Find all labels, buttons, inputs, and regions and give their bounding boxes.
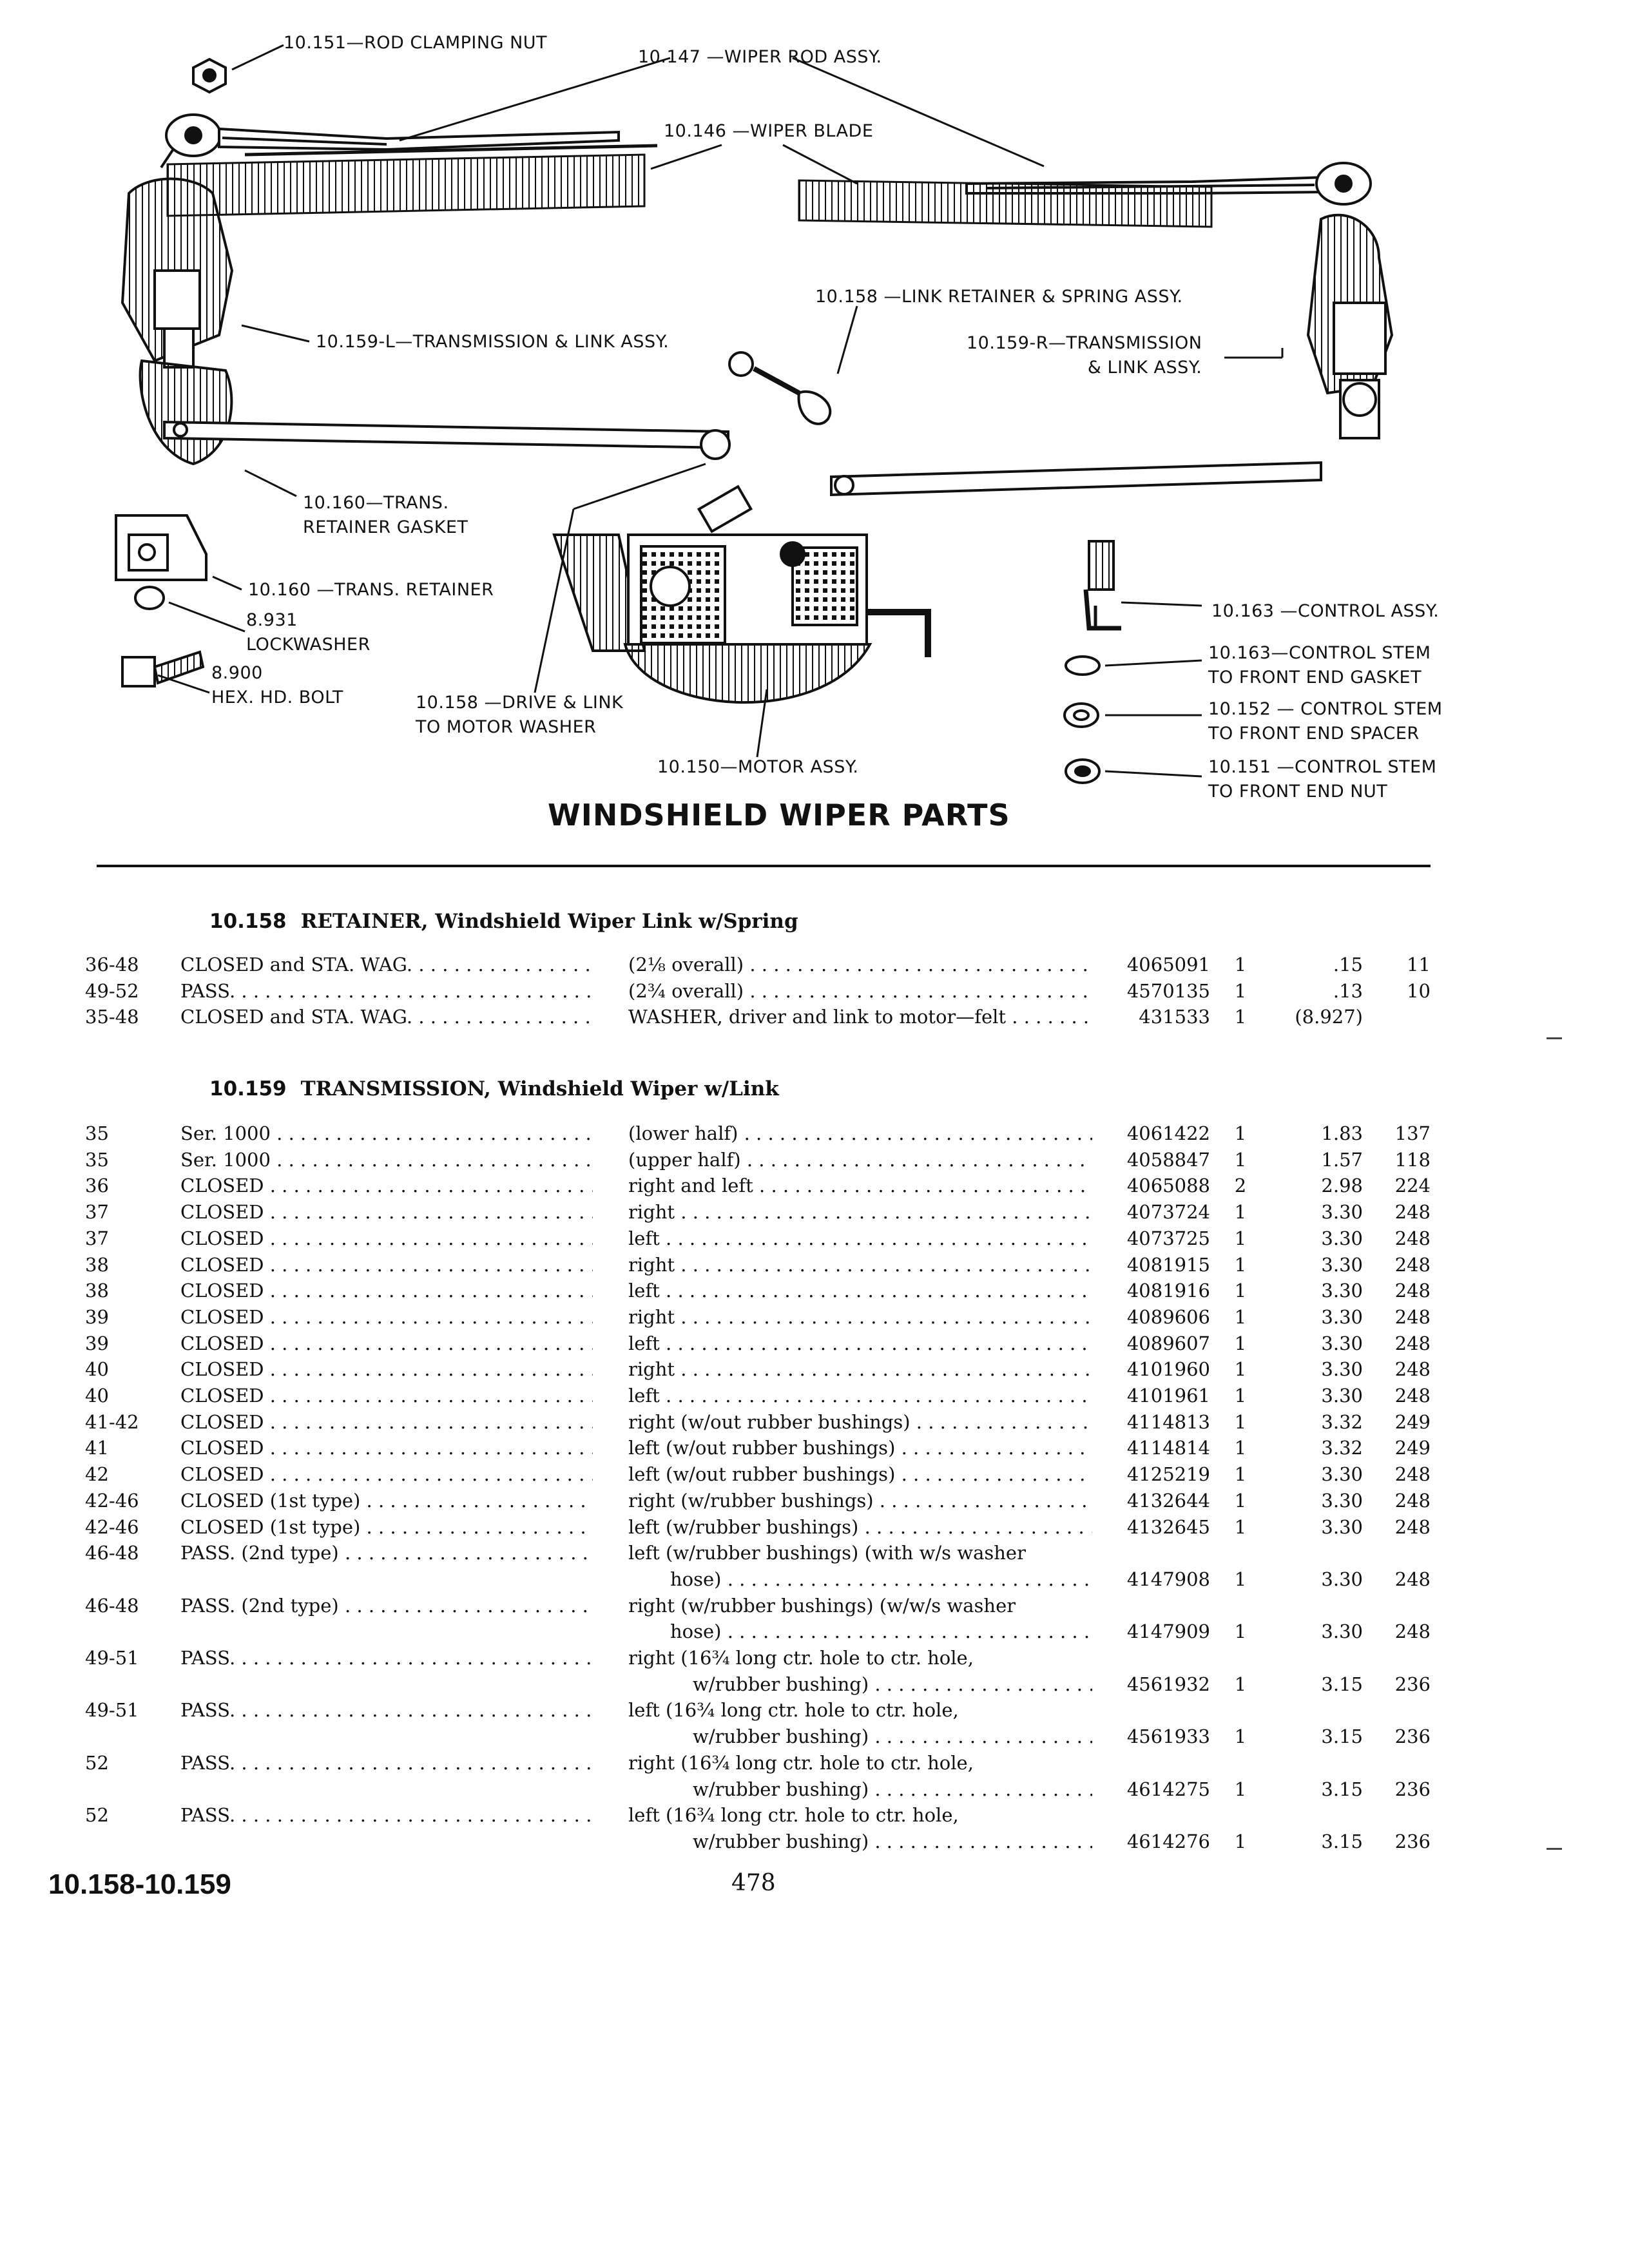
description-cell: (2¾ overall) . . . (628, 980, 1092, 1002)
part-number-cell: 4132645 (1126, 1515, 1210, 1538)
model-cell: Ser. 1000 . . . (180, 1122, 593, 1144)
years-cell: 49-51 (85, 1699, 139, 1722)
quantity-cell: 1 (1234, 1122, 1247, 1144)
description-cell-cont: w/rubber bushing) . . . (693, 1673, 1092, 1695)
right-wiper-blade-drawing (799, 180, 1211, 227)
weight-cell: 248 (1394, 1305, 1431, 1328)
section-title: RETAINER, Windshield Wiper Link w/Spring (300, 910, 798, 933)
part-number-cell: 4101961 (1126, 1385, 1210, 1407)
description-cell: left . . . (628, 1227, 1092, 1249)
rod-clamping-nut-drawing (193, 59, 226, 92)
weight-cell: 248 (1394, 1227, 1431, 1249)
table-row (0, 1490, 1629, 1515)
model-cell: PASS. . . . (180, 980, 593, 1002)
table-row (0, 954, 1629, 979)
quantity-cell: 1 (1234, 1385, 1247, 1407)
table-row (0, 1122, 1629, 1148)
weight-cell: 236 (1394, 1778, 1431, 1800)
model-cell: CLOSED (1st type) . . . (180, 1516, 593, 1538)
weight-cell: 10 (1407, 979, 1431, 1002)
description-cell: right (w/rubber bushings) (w/w/s washer (628, 1594, 1016, 1617)
model-cell: CLOSED . . . (180, 1175, 593, 1196)
quantity-cell: 1 (1234, 1227, 1247, 1249)
table-row (0, 1752, 1629, 1778)
callout-control-stem-nut: 10.151 —CONTROL STEM TO FRONT END NUT (1208, 757, 1437, 802)
part-number-cell: 4114813 (1126, 1410, 1210, 1433)
description-cell-cont: w/rubber bushing) . . . (693, 1778, 1092, 1800)
part-number-cell: 4089606 (1126, 1305, 1210, 1328)
callout-wiper-blade: 10.146 —WIPER BLADE (664, 121, 874, 141)
price-cell: 3.15 (1321, 1673, 1363, 1695)
part-number-cell: 4561932 (1126, 1673, 1210, 1695)
price-cell: 3.15 (1321, 1725, 1363, 1748)
quantity-cell: 1 (1234, 1280, 1247, 1302)
quantity-cell: 1 (1234, 1201, 1247, 1224)
section-number: 10.159 (209, 1077, 287, 1100)
part-number-cell: 4614276 (1126, 1830, 1210, 1852)
model-cell: PASS. (2nd type) . . . (180, 1542, 593, 1564)
price-cell: 3.30 (1321, 1280, 1363, 1302)
years-cell: 38 (85, 1280, 109, 1302)
description-cell: right and left . . . (628, 1175, 1092, 1196)
callout-control-stem-gasket: 10.163—CONTROL STEM TO FRONT END GASKET (1208, 643, 1431, 687)
right-link-bar-drawing (831, 463, 1321, 495)
right-transmission-drawing (1308, 215, 1392, 438)
margin-mark (1547, 1848, 1562, 1850)
years-cell: 49-51 (85, 1647, 139, 1669)
model-cell: PASS. . . . (180, 1752, 593, 1774)
years-cell: 39 (85, 1332, 109, 1354)
control-stem-spacer-drawing (1065, 704, 1098, 727)
price-cell: (8.927) (1295, 1006, 1363, 1028)
quantity-cell: 1 (1234, 1332, 1247, 1354)
weight-cell: 248 (1394, 1280, 1431, 1302)
description-cell: left (w/out rubber bushings) . . . (628, 1437, 1092, 1459)
section-range: 10.158-10.159 (48, 1869, 231, 1900)
table-row (0, 1411, 1629, 1437)
price-cell: 3.30 (1321, 1332, 1363, 1354)
weight-cell: 248 (1394, 1489, 1431, 1512)
table-row-continued (0, 1725, 1629, 1751)
description-cell-cont: hose) . . . (670, 1620, 1092, 1642)
quantity-cell: 1 (1234, 1725, 1247, 1748)
retainer-gasket-drawing (116, 515, 206, 580)
quantity-cell: 1 (1234, 1410, 1247, 1433)
price-cell: 3.30 (1321, 1515, 1363, 1538)
model-cell: CLOSED . . . (180, 1306, 593, 1328)
description-cell: right . . . (628, 1201, 1092, 1223)
price-cell: 3.15 (1321, 1778, 1363, 1800)
section-header-10-159 (209, 1077, 779, 1100)
quantity-cell: 2 (1234, 1175, 1247, 1197)
weight-cell: 248 (1394, 1620, 1431, 1643)
part-number-cell: 4570135 (1126, 979, 1210, 1002)
model-cell: CLOSED (1st type) . . . (180, 1490, 593, 1512)
description-cell: left (w/rubber bushings) . . . (628, 1516, 1092, 1538)
price-cell: 3.30 (1321, 1568, 1363, 1590)
price-cell: 3.30 (1321, 1358, 1363, 1381)
table-row (0, 1358, 1629, 1384)
part-number-cell: 4061422 (1126, 1122, 1210, 1144)
left-link-bar-drawing (164, 422, 729, 459)
quantity-cell: 1 (1234, 1358, 1247, 1381)
years-cell: 39 (85, 1305, 109, 1328)
table-row (0, 1647, 1629, 1673)
years-cell: 36-48 (85, 954, 139, 975)
model-cell: Ser. 1000 . . . (180, 1149, 593, 1171)
price-cell: 3.30 (1321, 1385, 1363, 1407)
control-assembly-drawing (1086, 541, 1121, 628)
callout-wiper-rod-assy: 10.147 —WIPER ROD ASSY. (638, 47, 882, 67)
model-cell: CLOSED . . . (180, 1201, 593, 1223)
model-cell: PASS. . . . (180, 1647, 593, 1669)
weight-cell: 248 (1394, 1253, 1431, 1276)
weight-cell: 249 (1394, 1410, 1431, 1433)
section-number: 10.158 (209, 910, 287, 933)
description-cell: left . . . (628, 1385, 1092, 1407)
weight-cell: 137 (1394, 1122, 1431, 1144)
description-cell: right . . . (628, 1306, 1092, 1328)
table-row (0, 1542, 1629, 1568)
table-row (0, 1306, 1629, 1332)
quantity-cell: 1 (1234, 1253, 1247, 1276)
part-number-cell: 4132644 (1126, 1489, 1210, 1512)
years-cell: 49-52 (85, 979, 139, 1002)
weight-cell: 249 (1394, 1437, 1431, 1459)
callout-link-retainer-spring: 10.158 —LINK RETAINER & SPRING ASSY. (815, 287, 1183, 307)
quantity-cell: 1 (1234, 979, 1247, 1002)
table-row-continued (0, 1831, 1629, 1856)
years-cell: 36 (85, 1175, 109, 1197)
model-cell: CLOSED . . . (180, 1254, 593, 1276)
description-cell-cont: w/rubber bushing) . . . (693, 1831, 1092, 1852)
model-cell: CLOSED . . . (180, 1280, 593, 1302)
quantity-cell: 1 (1234, 1515, 1247, 1538)
model-cell: CLOSED and STA. WAG. . . . (180, 1006, 593, 1028)
quantity-cell: 1 (1234, 1305, 1247, 1328)
quantity-cell: 1 (1234, 1148, 1247, 1171)
table-row (0, 1437, 1629, 1463)
model-cell: CLOSED . . . (180, 1437, 593, 1459)
weight-cell: 224 (1394, 1175, 1431, 1197)
table-row-continued (0, 1673, 1629, 1699)
part-number-cell: 4147909 (1126, 1620, 1210, 1643)
price-cell: .13 (1333, 979, 1363, 1002)
weight-cell: 236 (1394, 1725, 1431, 1748)
part-number-cell: 4101960 (1126, 1358, 1210, 1381)
callout-control-assy: 10.163 —CONTROL ASSY. (1211, 601, 1440, 621)
model-cell: CLOSED . . . (180, 1227, 593, 1249)
part-number-cell: 4073724 (1126, 1201, 1210, 1224)
description-cell: (2⅛ overall) . . . (628, 954, 1092, 975)
model-cell: CLOSED . . . (180, 1411, 593, 1433)
weight-cell: 236 (1394, 1673, 1431, 1695)
lockwasher-drawing (135, 587, 164, 609)
description-cell: right (16¾ long ctr. hole to ctr. hole, (628, 1647, 974, 1669)
part-number-cell: 4114814 (1126, 1437, 1210, 1459)
price-cell: .15 (1333, 954, 1363, 975)
weight-cell: 248 (1394, 1358, 1431, 1381)
price-cell: 3.30 (1321, 1305, 1363, 1328)
description-cell: (upper half) . . . (628, 1149, 1092, 1171)
callout-transmission-right: 10.159-R—TRANSMISSION & LINK ASSY. (967, 333, 1202, 378)
description-cell: left (16¾ long ctr. hole to ctr. hole, (628, 1699, 959, 1722)
weight-cell: 248 (1394, 1568, 1431, 1590)
model-cell: CLOSED and STA. WAG. . . . (180, 954, 593, 975)
description-cell: left (16¾ long ctr. hole to ctr. hole, (628, 1804, 959, 1827)
table-row (0, 1699, 1629, 1725)
years-cell: 46-48 (85, 1542, 139, 1564)
years-cell: 40 (85, 1358, 109, 1381)
table-row (0, 1006, 1629, 1032)
price-cell: 3.30 (1321, 1227, 1363, 1249)
table-row (0, 1332, 1629, 1358)
weight-cell: 118 (1394, 1148, 1431, 1171)
table-row (0, 1804, 1629, 1830)
part-number-cell: 4089607 (1126, 1332, 1210, 1354)
description-cell: left . . . (628, 1332, 1092, 1354)
years-cell: 42-46 (85, 1515, 139, 1538)
weight-cell: 248 (1394, 1332, 1431, 1354)
price-cell: 3.30 (1321, 1463, 1363, 1486)
years-cell: 38 (85, 1253, 109, 1276)
part-number-cell: 4081916 (1126, 1280, 1210, 1302)
part-number-cell: 4614275 (1126, 1778, 1210, 1800)
years-cell: 35 (85, 1122, 109, 1144)
table-row-continued (0, 1620, 1629, 1646)
hex-bolt-drawing (122, 652, 203, 686)
model-cell: CLOSED . . . (180, 1358, 593, 1380)
callout-transmission-left: 10.159-L—TRANSMISSION & LINK ASSY. (316, 332, 670, 352)
years-cell: 42-46 (85, 1489, 139, 1512)
model-cell: PASS. . . . (180, 1699, 593, 1721)
table-row-continued (0, 1568, 1629, 1594)
quantity-cell: 1 (1234, 1673, 1247, 1695)
model-cell: CLOSED . . . (180, 1332, 593, 1354)
part-number-cell: 4073725 (1126, 1227, 1210, 1249)
weight-cell: 11 (1407, 954, 1431, 975)
years-cell: 46-48 (85, 1594, 139, 1617)
quantity-cell: 1 (1234, 1568, 1247, 1590)
description-cell: right (16¾ long ctr. hole to ctr. hole, (628, 1751, 974, 1774)
description-cell: left . . . (628, 1280, 1092, 1302)
price-cell: 2.98 (1321, 1175, 1363, 1197)
divider (97, 865, 1431, 867)
part-number-cell: 4081915 (1126, 1253, 1210, 1276)
description-cell: right . . . (628, 1358, 1092, 1380)
table-row (0, 1175, 1629, 1200)
quantity-cell: 1 (1234, 1830, 1247, 1852)
model-cell: CLOSED . . . (180, 1463, 593, 1485)
callout-lockwasher: 8.931 LOCKWASHER (246, 610, 371, 655)
model-cell: CLOSED . . . (180, 1385, 593, 1407)
quantity-cell: 1 (1234, 1620, 1247, 1643)
table-row (0, 1463, 1629, 1489)
years-cell: 37 (85, 1201, 109, 1224)
model-cell: PASS. (2nd type) . . . (180, 1595, 593, 1617)
margin-mark (1547, 1037, 1562, 1039)
callout-control-stem-spacer: 10.152 — CONTROL STEM TO FRONT END SPACER (1208, 699, 1443, 744)
price-cell: 3.32 (1321, 1410, 1363, 1433)
link-retainer-spring-drawing (729, 352, 830, 424)
quantity-cell: 1 (1234, 1489, 1247, 1512)
years-cell: 41-42 (85, 1410, 139, 1433)
quantity-cell: 1 (1234, 1437, 1247, 1459)
table-row (0, 980, 1629, 1006)
callout-motor-assy: 10.150—MOTOR ASSY. (657, 757, 859, 777)
years-cell: 35 (85, 1148, 109, 1171)
price-cell: 3.15 (1321, 1830, 1363, 1852)
quantity-cell: 1 (1234, 1006, 1247, 1028)
description-cell: left (w/out rubber bushings) . . . (628, 1463, 1092, 1485)
years-cell: 40 (85, 1385, 109, 1407)
years-cell: 37 (85, 1227, 109, 1249)
quantity-cell: 1 (1234, 1463, 1247, 1486)
price-cell: 3.32 (1321, 1437, 1363, 1459)
weight-cell: 248 (1394, 1201, 1431, 1224)
table-row (0, 1595, 1629, 1620)
table-row (0, 1227, 1629, 1253)
price-cell: 1.83 (1321, 1122, 1363, 1144)
page-number: 478 (731, 1870, 776, 1896)
price-cell: 3.30 (1321, 1489, 1363, 1512)
description-cell: WASHER, driver and link to motor—felt . . . (628, 1006, 1092, 1028)
description-cell: right (w/rubber bushings) . . . (628, 1490, 1092, 1512)
callout-drive-link-washer: 10.158 —DRIVE & LINK TO MOTOR WASHER (416, 693, 624, 737)
quantity-cell: 1 (1234, 1778, 1247, 1800)
years-cell: 42 (85, 1463, 109, 1486)
callout-trans-retainer-gasket: 10.160—TRANS. RETAINER GASKET (303, 493, 468, 537)
page-title: WINDSHIELD WIPER PARTS (548, 798, 1010, 832)
price-cell: 3.30 (1321, 1201, 1363, 1224)
price-cell: 1.57 (1321, 1148, 1363, 1171)
years-cell: 41 (85, 1437, 109, 1459)
left-wiper-blade-drawing (168, 146, 657, 216)
table-row (0, 1516, 1629, 1542)
years-cell: 52 (85, 1804, 109, 1827)
table-row-continued (0, 1778, 1629, 1804)
table-row (0, 1201, 1629, 1227)
description-cell: (lower half) . . . (628, 1122, 1092, 1144)
control-stem-nut-drawing (1066, 760, 1099, 783)
section-title: TRANSMISSION, Windshield Wiper w/Link (300, 1077, 779, 1100)
table-row (0, 1149, 1629, 1175)
weight-cell: 236 (1394, 1830, 1431, 1852)
motor-assembly-drawing (554, 486, 928, 702)
table-row (0, 1254, 1629, 1280)
part-number-cell: 431533 (1139, 1006, 1210, 1028)
weight-cell: 248 (1394, 1515, 1431, 1538)
weight-cell: 248 (1394, 1385, 1431, 1407)
price-cell: 3.30 (1321, 1253, 1363, 1276)
part-number-cell: 4561933 (1126, 1725, 1210, 1748)
description-cell-cont: hose) . . . (670, 1568, 1092, 1590)
section-header-10-158 (209, 910, 798, 933)
quantity-cell: 1 (1234, 954, 1247, 975)
years-cell: 35-48 (85, 1006, 139, 1028)
callout-hex-bolt: 8.900 HEX. HD. BOLT (211, 663, 343, 707)
control-stem-gasket-drawing (1066, 657, 1099, 675)
part-number-cell: 4125219 (1126, 1463, 1210, 1486)
description-cell-cont: w/rubber bushing) . . . (693, 1725, 1092, 1747)
table-row (0, 1385, 1629, 1410)
price-cell: 3.30 (1321, 1620, 1363, 1643)
callout-trans-retainer: 10.160 —TRANS. RETAINER (248, 580, 494, 600)
part-number-cell: 4065091 (1126, 954, 1210, 975)
years-cell: 52 (85, 1751, 109, 1774)
description-cell: right . . . (628, 1254, 1092, 1276)
weight-cell: 248 (1394, 1463, 1431, 1486)
description-cell: left (w/rubber bushings) (with w/s washer (628, 1542, 1026, 1564)
part-number-cell: 4065088 (1126, 1175, 1210, 1197)
callout-rod-clamping-nut: 10.151—ROD CLAMPING NUT (284, 33, 548, 53)
part-number-cell: 4147908 (1126, 1568, 1210, 1590)
table-row (0, 1280, 1629, 1305)
model-cell: PASS. . . . (180, 1804, 593, 1826)
part-number-cell: 4058847 (1126, 1148, 1210, 1171)
description-cell: right (w/out rubber bushings) . . . (628, 1411, 1092, 1433)
